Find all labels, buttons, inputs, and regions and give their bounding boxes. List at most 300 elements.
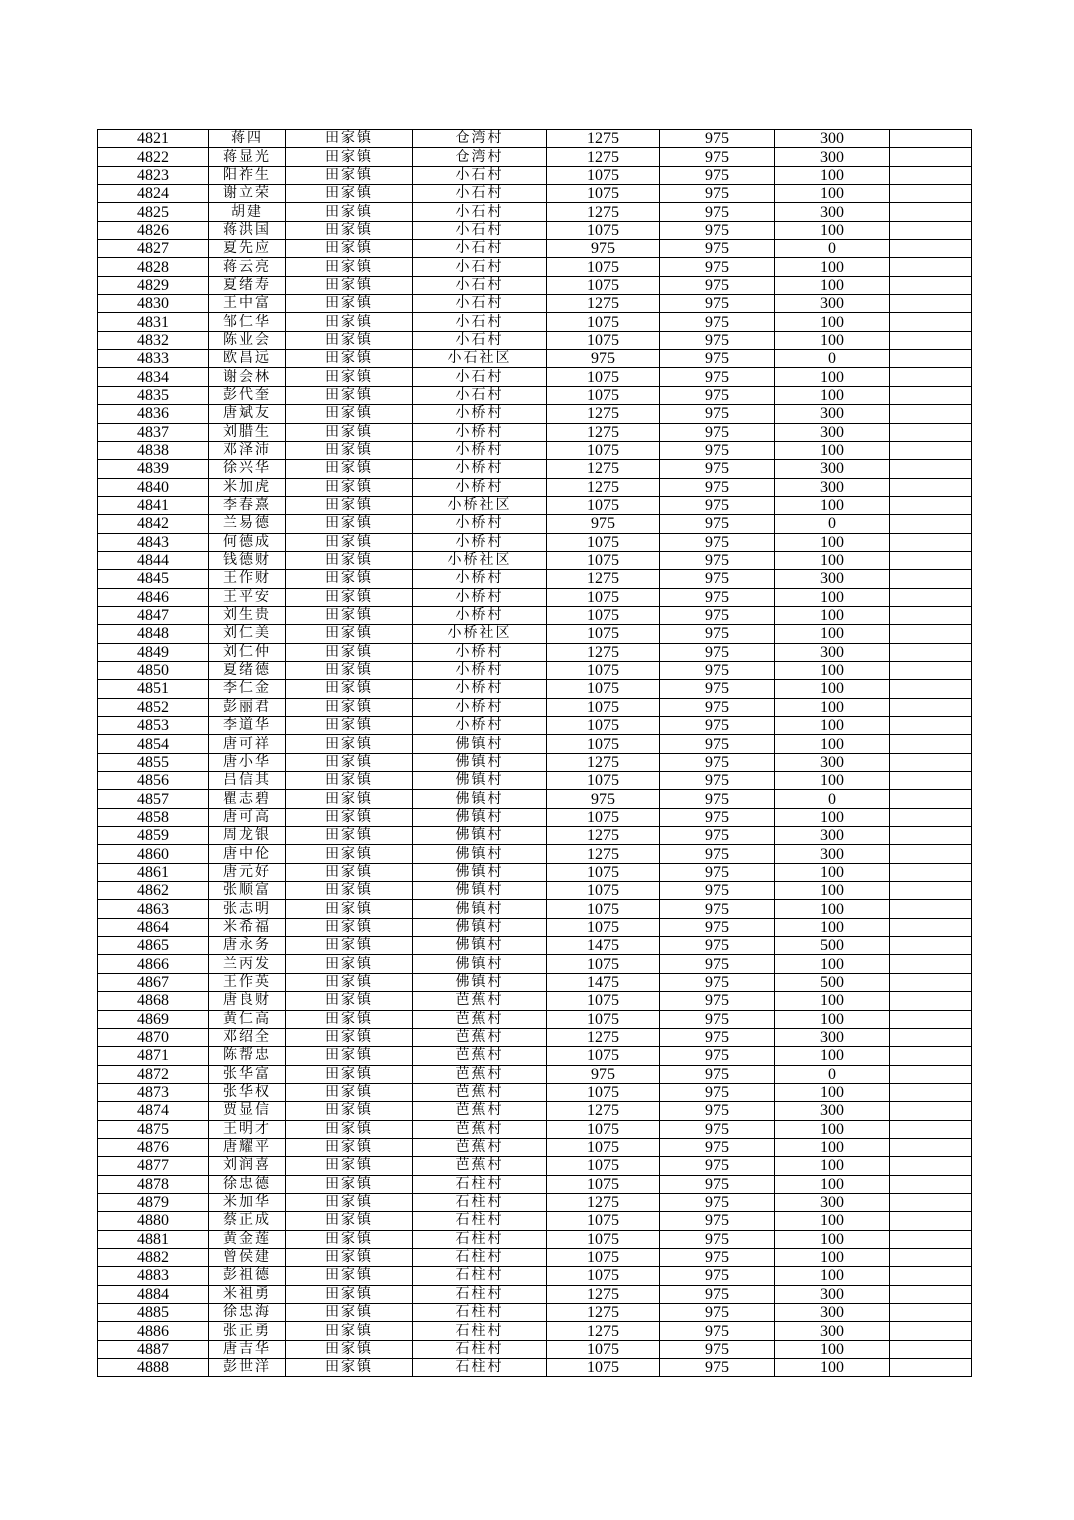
- amount-a-cell: 975: [547, 790, 660, 808]
- difference-cell: 300: [775, 423, 890, 441]
- table-row: [98, 496, 972, 514]
- name-cell: 蒋云亮: [209, 258, 286, 276]
- amount-b-cell: 975: [660, 827, 775, 845]
- remark-cell: [890, 717, 972, 735]
- name-cell: 兰丙发: [209, 955, 286, 973]
- row-number-cell: 4865: [98, 937, 209, 955]
- town-cell: 田家镇: [286, 551, 413, 569]
- difference-cell: 100: [775, 735, 890, 753]
- table-row: [98, 185, 972, 203]
- table-row: [98, 441, 972, 459]
- amount-a-cell: 1075: [547, 368, 660, 386]
- name-cell: 唐小华: [209, 753, 286, 771]
- name-cell: 彭代奎: [209, 386, 286, 404]
- amount-a-cell: 1075: [547, 1175, 660, 1193]
- name-cell: 谢立荣: [209, 185, 286, 203]
- amount-b-cell: 975: [660, 588, 775, 606]
- table-row: [98, 130, 972, 148]
- name-cell: 彭祖德: [209, 1267, 286, 1285]
- row-number-cell: 4838: [98, 441, 209, 459]
- amount-b-cell: 975: [660, 515, 775, 533]
- difference-cell: 100: [775, 1267, 890, 1285]
- name-cell: 张正勇: [209, 1322, 286, 1340]
- amount-a-cell: 1075: [547, 258, 660, 276]
- row-number-cell: 4843: [98, 533, 209, 551]
- amount-a-cell: 1275: [547, 827, 660, 845]
- town-cell: 田家镇: [286, 717, 413, 735]
- name-cell: 张志明: [209, 900, 286, 918]
- name-cell: 唐可高: [209, 808, 286, 826]
- difference-cell: 100: [775, 1175, 890, 1193]
- difference-cell: 0: [775, 790, 890, 808]
- difference-cell: 100: [775, 221, 890, 239]
- village-cell: 小石村: [413, 276, 547, 294]
- amount-a-cell: 1275: [547, 753, 660, 771]
- town-cell: 田家镇: [286, 368, 413, 386]
- row-number-cell: 4866: [98, 955, 209, 973]
- difference-cell: 300: [775, 405, 890, 423]
- difference-cell: 300: [775, 295, 890, 313]
- row-number-cell: 4888: [98, 1359, 209, 1377]
- difference-cell: 500: [775, 973, 890, 991]
- town-cell: 田家镇: [286, 1322, 413, 1340]
- village-cell: 芭蕉村: [413, 1138, 547, 1156]
- amount-b-cell: 975: [660, 680, 775, 698]
- name-cell: 王作财: [209, 570, 286, 588]
- town-cell: 田家镇: [286, 992, 413, 1010]
- name-cell: 徐忠海: [209, 1304, 286, 1322]
- village-cell: 佛镇村: [413, 863, 547, 881]
- name-cell: 阳祚生: [209, 166, 286, 184]
- remark-cell: [890, 258, 972, 276]
- town-cell: 田家镇: [286, 258, 413, 276]
- amount-a-cell: 1075: [547, 1267, 660, 1285]
- difference-cell: 300: [775, 478, 890, 496]
- amount-b-cell: 975: [660, 918, 775, 936]
- remark-cell: [890, 1230, 972, 1248]
- row-number-cell: 4826: [98, 221, 209, 239]
- table-row: [98, 386, 972, 404]
- table-row: [98, 1359, 972, 1377]
- difference-cell: 300: [775, 1193, 890, 1211]
- town-cell: 田家镇: [286, 882, 413, 900]
- difference-cell: 300: [775, 845, 890, 863]
- village-cell: 芭蕉村: [413, 1102, 547, 1120]
- row-number-cell: 4856: [98, 772, 209, 790]
- remark-cell: [890, 661, 972, 679]
- remark-cell: [890, 790, 972, 808]
- name-cell: 张华富: [209, 1065, 286, 1083]
- row-number-cell: 4847: [98, 606, 209, 624]
- amount-b-cell: 975: [660, 185, 775, 203]
- row-number-cell: 4821: [98, 130, 209, 148]
- row-number-cell: 4849: [98, 643, 209, 661]
- difference-cell: 300: [775, 1322, 890, 1340]
- amount-a-cell: 1075: [547, 276, 660, 294]
- village-cell: 小桥村: [413, 441, 547, 459]
- amount-a-cell: 1075: [547, 221, 660, 239]
- name-cell: 周龙银: [209, 827, 286, 845]
- amount-b-cell: 975: [660, 148, 775, 166]
- table-row: [98, 900, 972, 918]
- town-cell: 田家镇: [286, 1083, 413, 1101]
- amount-a-cell: 1075: [547, 1047, 660, 1065]
- remark-cell: [890, 735, 972, 753]
- name-cell: 邹仁华: [209, 313, 286, 331]
- town-cell: 田家镇: [286, 1028, 413, 1046]
- row-number-cell: 4861: [98, 863, 209, 881]
- row-number-cell: 4835: [98, 386, 209, 404]
- remark-cell: [890, 698, 972, 716]
- table-row: [98, 295, 972, 313]
- amount-a-cell: 1075: [547, 533, 660, 551]
- row-number-cell: 4845: [98, 570, 209, 588]
- row-number-cell: 4886: [98, 1322, 209, 1340]
- amount-a-cell: 975: [547, 240, 660, 258]
- remark-cell: [890, 515, 972, 533]
- name-cell: 刘仁仲: [209, 643, 286, 661]
- name-cell: 李道华: [209, 717, 286, 735]
- name-cell: 钱德财: [209, 551, 286, 569]
- village-cell: 小桥社区: [413, 496, 547, 514]
- village-cell: 小桥村: [413, 570, 547, 588]
- table-row: [98, 680, 972, 698]
- table-row: [98, 1120, 972, 1138]
- name-cell: 徐忠德: [209, 1175, 286, 1193]
- table-row: [98, 148, 972, 166]
- name-cell: 王明才: [209, 1120, 286, 1138]
- amount-b-cell: 975: [660, 130, 775, 148]
- table-row: [98, 1230, 972, 1248]
- table-row: [98, 955, 972, 973]
- table-row: [98, 240, 972, 258]
- amount-a-cell: 1275: [547, 478, 660, 496]
- difference-cell: 300: [775, 827, 890, 845]
- amount-a-cell: 1275: [547, 148, 660, 166]
- name-cell: 米加虎: [209, 478, 286, 496]
- amount-b-cell: 975: [660, 1285, 775, 1303]
- table-row: [98, 588, 972, 606]
- town-cell: 田家镇: [286, 606, 413, 624]
- amount-a-cell: 1075: [547, 992, 660, 1010]
- remark-cell: [890, 845, 972, 863]
- town-cell: 田家镇: [286, 1157, 413, 1175]
- town-cell: 田家镇: [286, 973, 413, 991]
- amount-b-cell: 975: [660, 1267, 775, 1285]
- amount-a-cell: 1075: [547, 1138, 660, 1156]
- table-row: [98, 643, 972, 661]
- village-cell: 石柱村: [413, 1359, 547, 1377]
- amount-a-cell: 1075: [547, 1248, 660, 1266]
- name-cell: 邓泽沛: [209, 441, 286, 459]
- amount-a-cell: 1075: [547, 1359, 660, 1377]
- remark-cell: [890, 221, 972, 239]
- difference-cell: 300: [775, 570, 890, 588]
- amount-b-cell: 975: [660, 166, 775, 184]
- amount-a-cell: 1075: [547, 661, 660, 679]
- town-cell: 田家镇: [286, 643, 413, 661]
- row-number-cell: 4878: [98, 1175, 209, 1193]
- row-number-cell: 4881: [98, 1230, 209, 1248]
- amount-a-cell: 1475: [547, 973, 660, 991]
- table-row: [98, 661, 972, 679]
- name-cell: 唐中伦: [209, 845, 286, 863]
- amount-b-cell: 975: [660, 625, 775, 643]
- row-number-cell: 4829: [98, 276, 209, 294]
- amount-b-cell: 975: [660, 900, 775, 918]
- town-cell: 田家镇: [286, 808, 413, 826]
- amount-b-cell: 975: [660, 221, 775, 239]
- name-cell: 徐兴华: [209, 460, 286, 478]
- remark-cell: [890, 276, 972, 294]
- difference-cell: 300: [775, 753, 890, 771]
- difference-cell: 100: [775, 258, 890, 276]
- village-cell: 小石村: [413, 368, 547, 386]
- remark-cell: [890, 1047, 972, 1065]
- village-cell: 小桥村: [413, 460, 547, 478]
- table-row: [98, 863, 972, 881]
- town-cell: 田家镇: [286, 1102, 413, 1120]
- difference-cell: 0: [775, 515, 890, 533]
- row-number-cell: 4884: [98, 1285, 209, 1303]
- name-cell: 黄仁高: [209, 1010, 286, 1028]
- table-row: [98, 1028, 972, 1046]
- village-cell: 芭蕉村: [413, 1028, 547, 1046]
- remark-cell: [890, 130, 972, 148]
- name-cell: 唐良财: [209, 992, 286, 1010]
- difference-cell: 100: [775, 1340, 890, 1358]
- table-row: [98, 221, 972, 239]
- remark-cell: [890, 460, 972, 478]
- name-cell: 曾侯建: [209, 1248, 286, 1266]
- remark-cell: [890, 295, 972, 313]
- remark-cell: [890, 973, 972, 991]
- amount-b-cell: 975: [660, 570, 775, 588]
- amount-b-cell: 975: [660, 661, 775, 679]
- name-cell: 王作英: [209, 973, 286, 991]
- town-cell: 田家镇: [286, 570, 413, 588]
- difference-cell: 100: [775, 882, 890, 900]
- name-cell: 张顺富: [209, 882, 286, 900]
- amount-b-cell: 975: [660, 845, 775, 863]
- remark-cell: [890, 350, 972, 368]
- amount-a-cell: 1075: [547, 772, 660, 790]
- amount-a-cell: 1075: [547, 1230, 660, 1248]
- town-cell: 田家镇: [286, 203, 413, 221]
- difference-cell: 100: [775, 313, 890, 331]
- row-number-cell: 4851: [98, 680, 209, 698]
- amount-b-cell: 975: [660, 937, 775, 955]
- village-cell: 佛镇村: [413, 827, 547, 845]
- table-row: [98, 735, 972, 753]
- amount-b-cell: 975: [660, 606, 775, 624]
- amount-b-cell: 975: [660, 533, 775, 551]
- difference-cell: 100: [775, 368, 890, 386]
- amount-a-cell: 1075: [547, 863, 660, 881]
- table-row: [98, 753, 972, 771]
- amount-b-cell: 975: [660, 1175, 775, 1193]
- table-row: [98, 1267, 972, 1285]
- table-row: [98, 1340, 972, 1358]
- row-number-cell: 4867: [98, 973, 209, 991]
- table-row: [98, 973, 972, 991]
- village-cell: 仓湾村: [413, 148, 547, 166]
- difference-cell: 300: [775, 1304, 890, 1322]
- row-number-cell: 4883: [98, 1267, 209, 1285]
- amount-a-cell: 1075: [547, 698, 660, 716]
- remark-cell: [890, 1157, 972, 1175]
- town-cell: 田家镇: [286, 1065, 413, 1083]
- table-row: [98, 570, 972, 588]
- amount-b-cell: 975: [660, 1083, 775, 1101]
- table-row: [98, 350, 972, 368]
- row-number-cell: 4887: [98, 1340, 209, 1358]
- difference-cell: 100: [775, 772, 890, 790]
- difference-cell: 300: [775, 1102, 890, 1120]
- town-cell: 田家镇: [286, 405, 413, 423]
- village-cell: 芭蕉村: [413, 1157, 547, 1175]
- table-body: [98, 130, 972, 1377]
- row-number-cell: 4872: [98, 1065, 209, 1083]
- row-number-cell: 4868: [98, 992, 209, 1010]
- village-cell: 佛镇村: [413, 900, 547, 918]
- remark-cell: [890, 1193, 972, 1211]
- amount-a-cell: 1075: [547, 606, 660, 624]
- difference-cell: 100: [775, 588, 890, 606]
- amount-b-cell: 975: [660, 423, 775, 441]
- difference-cell: 100: [775, 386, 890, 404]
- difference-cell: 100: [775, 992, 890, 1010]
- name-cell: 王中富: [209, 295, 286, 313]
- difference-cell: 100: [775, 441, 890, 459]
- village-cell: 佛镇村: [413, 937, 547, 955]
- difference-cell: 300: [775, 643, 890, 661]
- remark-cell: [890, 900, 972, 918]
- amount-b-cell: 975: [660, 1230, 775, 1248]
- amount-b-cell: 975: [660, 331, 775, 349]
- row-number-cell: 4848: [98, 625, 209, 643]
- amount-a-cell: 1075: [547, 900, 660, 918]
- name-cell: 唐可祥: [209, 735, 286, 753]
- village-cell: 小桥社区: [413, 551, 547, 569]
- difference-cell: 100: [775, 1212, 890, 1230]
- town-cell: 田家镇: [286, 331, 413, 349]
- amount-b-cell: 975: [660, 1322, 775, 1340]
- amount-a-cell: 975: [547, 350, 660, 368]
- row-number-cell: 4879: [98, 1193, 209, 1211]
- difference-cell: 500: [775, 937, 890, 955]
- difference-cell: 100: [775, 900, 890, 918]
- name-cell: 彭丽君: [209, 698, 286, 716]
- remark-cell: [890, 937, 972, 955]
- town-cell: 田家镇: [286, 661, 413, 679]
- table-row: [98, 772, 972, 790]
- town-cell: 田家镇: [286, 918, 413, 936]
- amount-b-cell: 975: [660, 276, 775, 294]
- village-cell: 小桥村: [413, 680, 547, 698]
- row-number-cell: 4860: [98, 845, 209, 863]
- amount-a-cell: 1275: [547, 1193, 660, 1211]
- row-number-cell: 4840: [98, 478, 209, 496]
- table-row: [98, 331, 972, 349]
- row-number-cell: 4837: [98, 423, 209, 441]
- row-number-cell: 4875: [98, 1120, 209, 1138]
- amount-b-cell: 975: [660, 735, 775, 753]
- amount-b-cell: 975: [660, 882, 775, 900]
- table-row: [98, 882, 972, 900]
- remark-cell: [890, 1083, 972, 1101]
- table-row: [98, 1138, 972, 1156]
- amount-a-cell: 1075: [547, 882, 660, 900]
- amount-a-cell: 1075: [547, 808, 660, 826]
- village-cell: 石柱村: [413, 1267, 547, 1285]
- row-number-cell: 4833: [98, 350, 209, 368]
- village-cell: 小桥村: [413, 643, 547, 661]
- amount-a-cell: 975: [547, 1065, 660, 1083]
- remark-cell: [890, 772, 972, 790]
- name-cell: 彭世洋: [209, 1359, 286, 1377]
- table-row: [98, 1304, 972, 1322]
- row-number-cell: 4836: [98, 405, 209, 423]
- remark-cell: [890, 882, 972, 900]
- amount-a-cell: 1275: [547, 405, 660, 423]
- difference-cell: 0: [775, 1065, 890, 1083]
- village-cell: 小石村: [413, 295, 547, 313]
- remark-cell: [890, 441, 972, 459]
- difference-cell: 100: [775, 808, 890, 826]
- name-cell: 陈帮忠: [209, 1047, 286, 1065]
- remark-cell: [890, 992, 972, 1010]
- town-cell: 田家镇: [286, 276, 413, 294]
- remark-cell: [890, 533, 972, 551]
- amount-a-cell: 1275: [547, 845, 660, 863]
- table-row: [98, 1102, 972, 1120]
- table-row: [98, 992, 972, 1010]
- town-cell: 田家镇: [286, 845, 413, 863]
- town-cell: 田家镇: [286, 148, 413, 166]
- remark-cell: [890, 1175, 972, 1193]
- village-cell: 芭蕉村: [413, 1065, 547, 1083]
- table-row: [98, 606, 972, 624]
- town-cell: 田家镇: [286, 827, 413, 845]
- town-cell: 田家镇: [286, 698, 413, 716]
- row-number-cell: 4854: [98, 735, 209, 753]
- amount-b-cell: 975: [660, 203, 775, 221]
- amount-b-cell: 975: [660, 1359, 775, 1377]
- remark-cell: [890, 588, 972, 606]
- village-cell: 石柱村: [413, 1212, 547, 1230]
- amount-a-cell: 1075: [547, 331, 660, 349]
- village-cell: 佛镇村: [413, 772, 547, 790]
- village-cell: 佛镇村: [413, 882, 547, 900]
- difference-cell: 100: [775, 955, 890, 973]
- amount-a-cell: 1075: [547, 166, 660, 184]
- difference-cell: 100: [775, 166, 890, 184]
- table-row: [98, 1157, 972, 1175]
- town-cell: 田家镇: [286, 772, 413, 790]
- remark-cell: [890, 1212, 972, 1230]
- table-row: [98, 1322, 972, 1340]
- remark-cell: [890, 1285, 972, 1303]
- amount-b-cell: 975: [660, 1120, 775, 1138]
- village-cell: 芭蕉村: [413, 1010, 547, 1028]
- village-cell: 石柱村: [413, 1285, 547, 1303]
- name-cell: 唐吉华: [209, 1340, 286, 1358]
- data-table: [97, 129, 972, 1377]
- table-row: [98, 258, 972, 276]
- difference-cell: 100: [775, 1010, 890, 1028]
- remark-cell: [890, 643, 972, 661]
